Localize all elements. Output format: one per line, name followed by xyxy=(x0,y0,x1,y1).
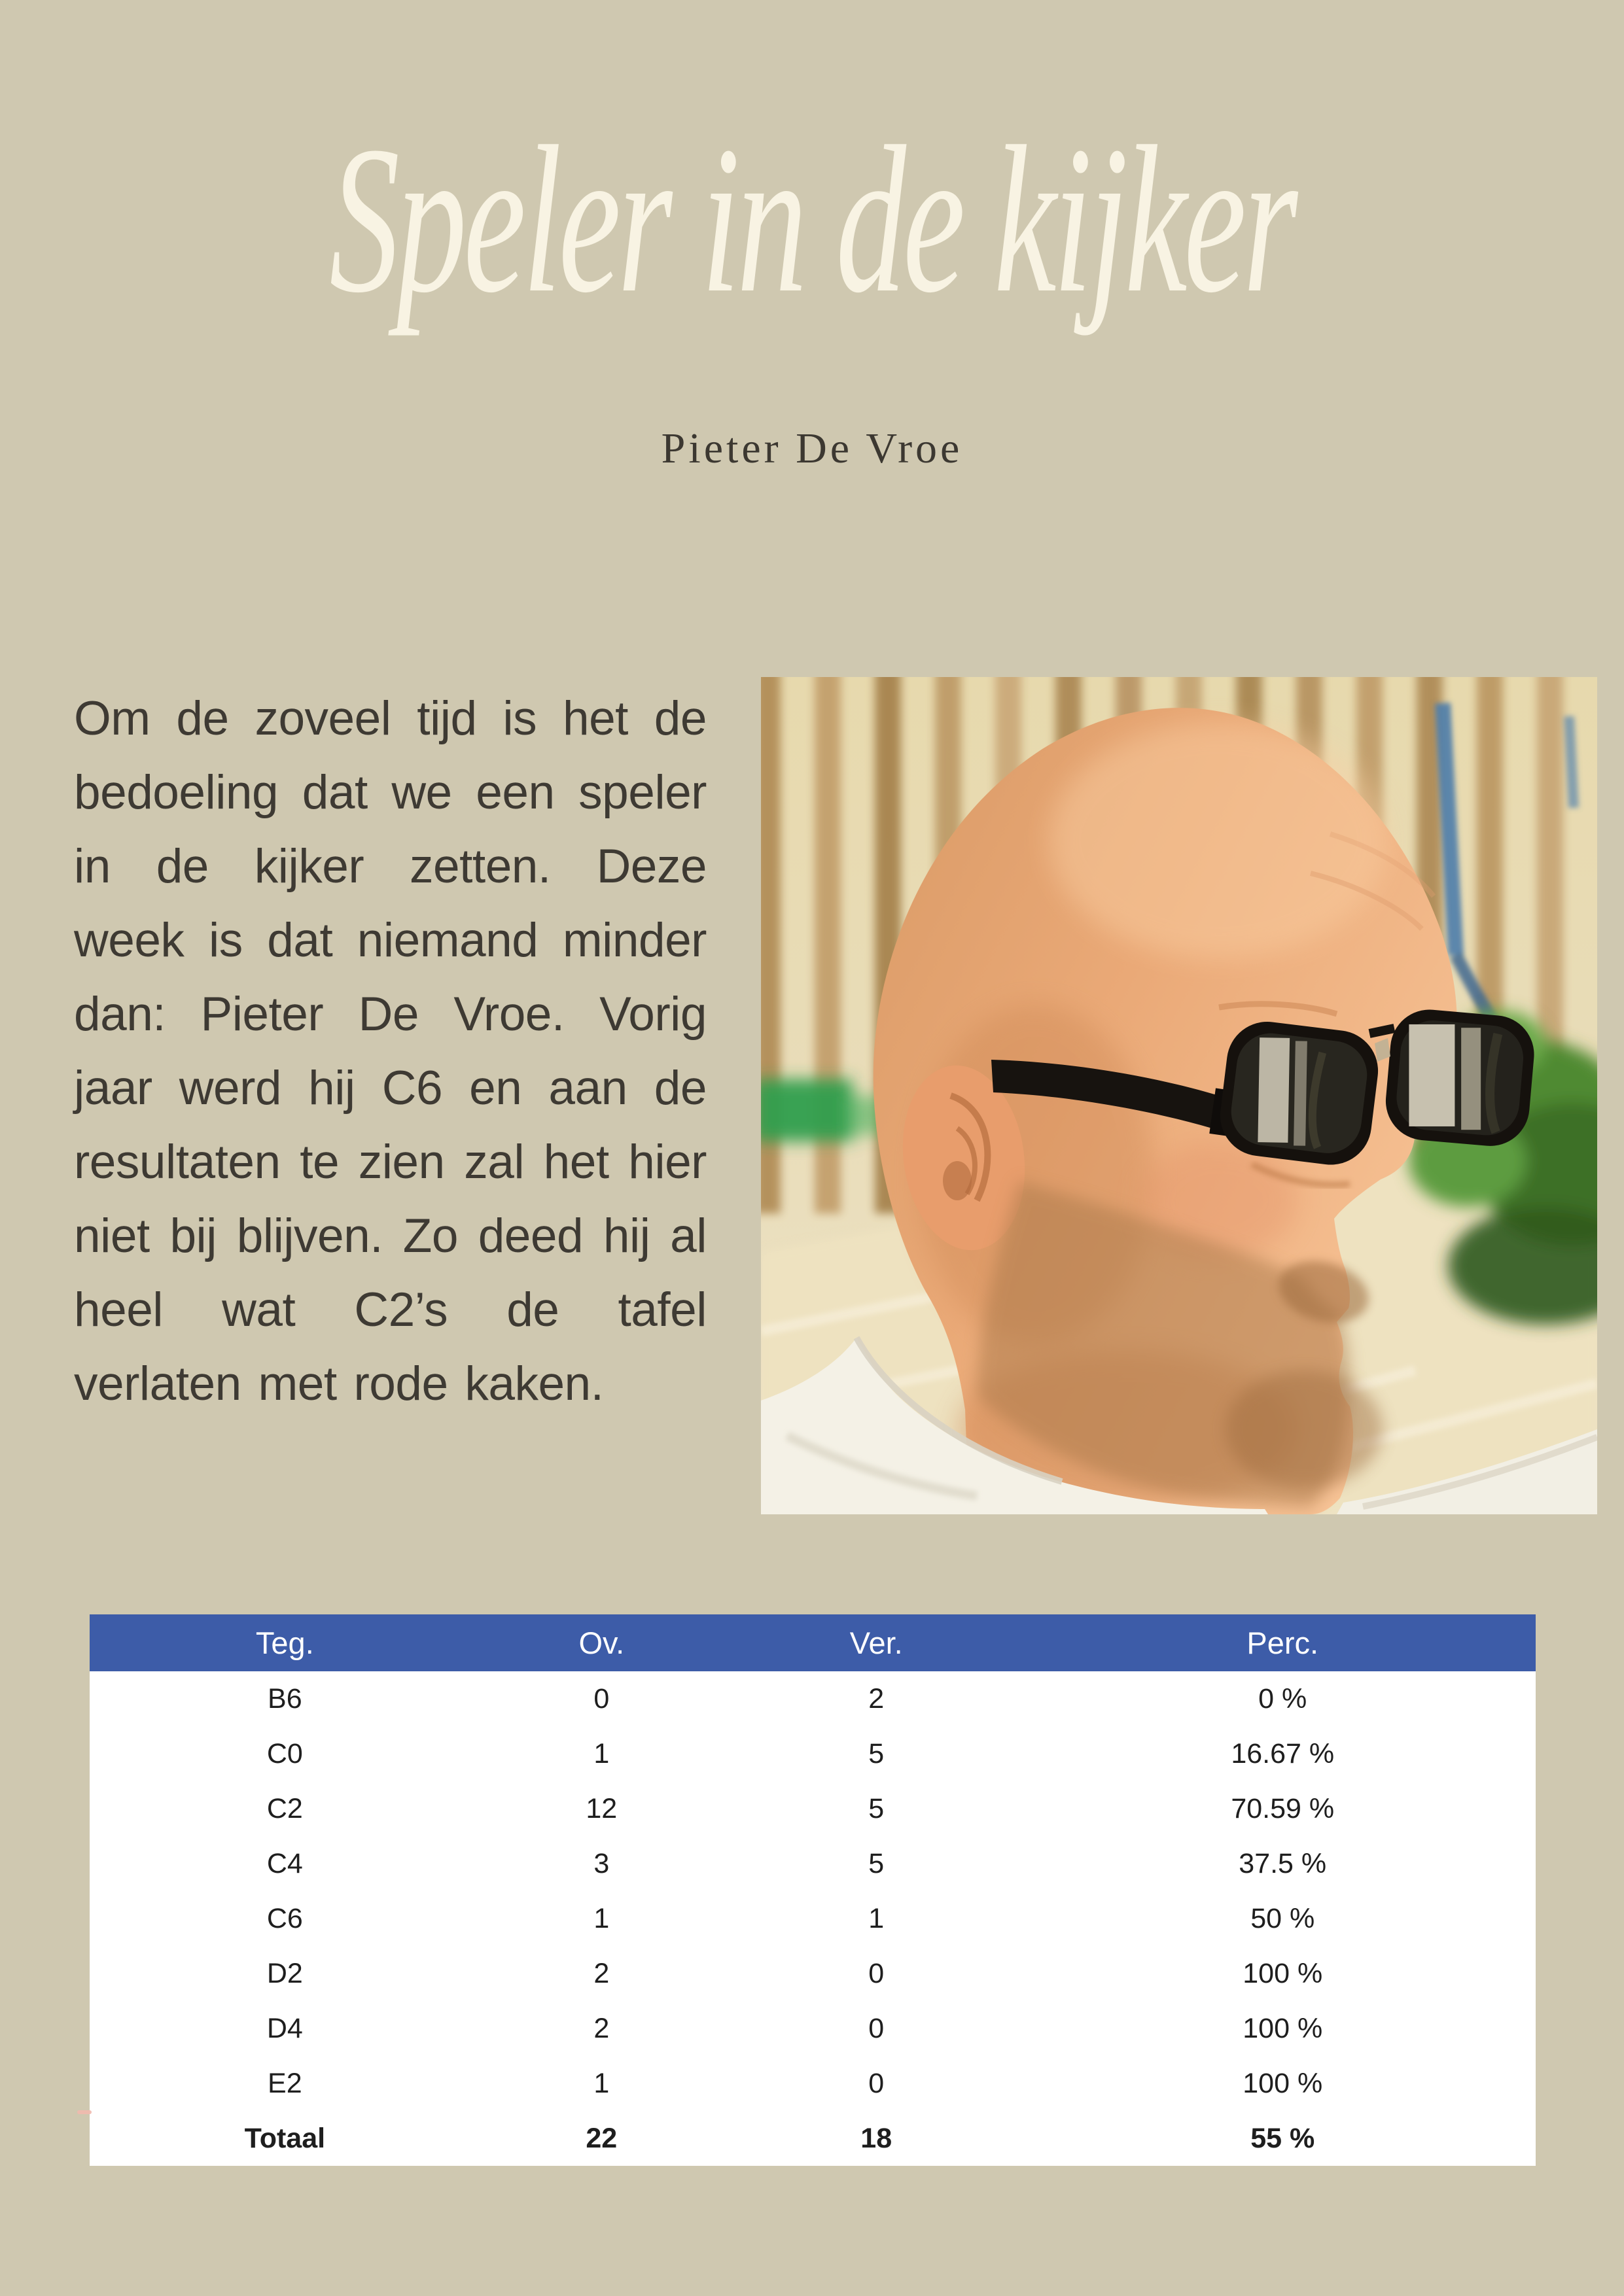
cell-ver: 5 xyxy=(868,1792,885,1824)
cell-teg-total: Totaal xyxy=(244,2122,326,2154)
table-row xyxy=(90,1946,1536,2001)
col-header-ver: Ver. xyxy=(849,1626,903,1660)
col-header-teg: Teg. xyxy=(255,1626,314,1660)
cell-ver: 0 xyxy=(868,2012,885,2044)
cell-teg: C2 xyxy=(266,1792,303,1824)
cell-perc: 0 % xyxy=(1258,1682,1307,1714)
table-row xyxy=(90,1726,1536,1781)
sunglasses-far-lens xyxy=(1383,1007,1538,1149)
cell-perc: 16.67 % xyxy=(1231,1737,1335,1769)
cell-teg: D2 xyxy=(266,1957,303,1989)
results-table xyxy=(90,1614,1536,2166)
cell-teg: C0 xyxy=(266,1737,303,1769)
cell-ver: 0 xyxy=(868,2067,885,2099)
cell-perc: 50 % xyxy=(1250,1902,1315,1934)
player-photo-illustration xyxy=(761,677,1597,1514)
table-row xyxy=(90,1781,1536,1836)
cell-ver: 5 xyxy=(868,1847,885,1879)
table-row xyxy=(90,1671,1536,1726)
cell-ver: 5 xyxy=(868,1737,885,1769)
table-header-row xyxy=(90,1614,1536,1671)
cell-ver: 1 xyxy=(868,1902,885,1934)
cell-perc: 70.59 % xyxy=(1231,1792,1335,1824)
table-row xyxy=(90,2056,1536,2111)
cell-perc-total: 55 % xyxy=(1250,2122,1315,2154)
player-name-subtitle: Pieter De Vroe xyxy=(661,425,963,472)
col-header-ov: Ov. xyxy=(578,1626,625,1660)
cell-ov: 1 xyxy=(593,1737,610,1769)
page-title: Speler in de kijker xyxy=(329,102,1295,337)
cell-ov: 1 xyxy=(593,1902,610,1934)
cell-teg: C6 xyxy=(266,1902,303,1934)
table-row xyxy=(90,1891,1536,1946)
cell-perc: 100 % xyxy=(1243,2012,1323,2044)
cell-ver-total: 18 xyxy=(860,2122,892,2154)
cell-ov: 2 xyxy=(593,2012,610,2044)
cell-teg: E2 xyxy=(268,2067,302,2099)
cell-ver: 0 xyxy=(868,1957,885,1989)
cell-teg: B6 xyxy=(268,1682,302,1714)
cell-ov: 12 xyxy=(586,1792,618,1824)
cell-perc: 100 % xyxy=(1243,1957,1323,1989)
sunglasses-near-lens xyxy=(1216,1017,1383,1170)
table-row xyxy=(90,1836,1536,1891)
table-row-total xyxy=(90,2111,1536,2166)
cell-ov: 2 xyxy=(593,1957,610,1989)
pink-mark-artifact xyxy=(77,2110,92,2114)
cell-ov-total: 22 xyxy=(586,2122,618,2154)
col-header-perc: Perc. xyxy=(1246,1626,1319,1660)
cell-teg: C4 xyxy=(266,1847,303,1879)
cell-perc: 100 % xyxy=(1243,2067,1323,2099)
cell-teg: D4 xyxy=(266,2012,303,2044)
article-paragraph: Om de zoveel tijd is het de bedoeling dat we een speler in de kijker zetten. Deze week is dat niemand minder dan: Pieter De Vroe. Vorig jaar werd hij C6 en aan de resultaten te zien zal het hier niet bij blijven. Zo deed hij al heel wat C2’s de tafel verlaten met rode kaken. xyxy=(74,692,707,1410)
cell-perc: 37.5 % xyxy=(1239,1847,1327,1879)
player-photo xyxy=(761,677,1597,1514)
cell-ov: 1 xyxy=(593,2067,610,2099)
cell-ov: 0 xyxy=(593,1682,610,1714)
cell-ov: 3 xyxy=(593,1847,610,1879)
table-row xyxy=(90,2001,1536,2056)
cell-ver: 2 xyxy=(868,1682,885,1714)
